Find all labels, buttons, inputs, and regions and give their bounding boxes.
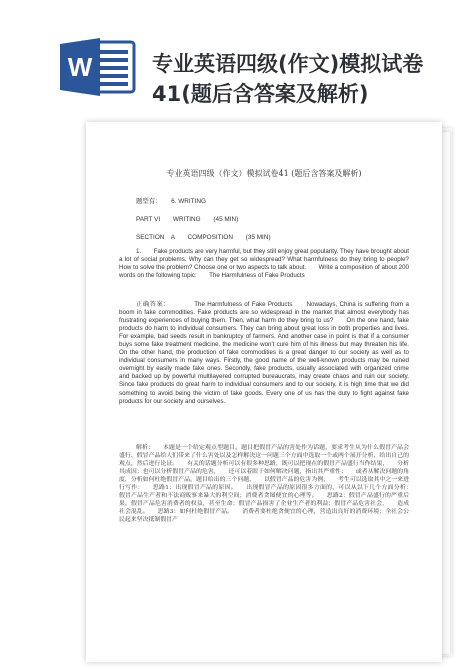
model-answer: 正确答案： The Harmfulness of Fake Products Nowadays, China is suffering from a boom in fake commodities. Fake products are so widespread in the market that almost everybody has frustrating experiences of buying them. Then, what harm do they bring to us? On the one hand, fake products do harm to individual consumers. They can bring about great loss in both properties and lives. For example, bad seeds result in bankruptcy of farmers. And another case in point is that if a consumer buys some fake treatment medicine, the medicine won't cure him of his illness but may threaten his life. On the other hand, the production of fake commodities is a great danger to our society as well as to individual consumers in many ways. Firstly, the good name of the well-known products may be ruined overnight by easily made fake ones. Secondly, fake products, usually associated with organized crime and backed up by powerful multilayered corrupted bureaucrats, may create chaos and ruin our society. Since fake products do great harm to individual consumers and to our society, it is high time that we did something to avoid being the victim of fake goods. Every one of us has the duty to fight against fake products for our society and ourselves. [119, 301, 422, 405]
document-title: 专业英语四级（作文）模拟试卷41 (题后含答案及解析) [166, 169, 362, 178]
word-logo-letter: W [67, 52, 93, 82]
part-heading: PART VI WRITING (45 MIN) [136, 216, 239, 223]
analysis-paragraph: 解析： 本题是一个给定观点型题目。题目把假冒产品的害处作为话题，要求考生从为什么假冒产品会盛行、假冒产品给人们带来了什么害处以及怎样解决这一问题三个方面中选取一个或两个展开分析，给出自己的观点，然后进行论证。 有关的话题分析可以有很多种思路，既可以把现在的假冒产品盛行当作结果， 分析其成因；也可以分析假冒产品的危害， 还可以着眼于如何解决问题，指出其严重性； 或者从解决问题的角度，分析如何杜绝假冒产品。题目给出的三个问题， 以假冒产品的危害为例， 考生可以选取其中之一来进行写作： 思路1：出现假冒产品的原因。 出现假冒产品的原因很多方面的，可以从以下几个方面分析： 假冒产品生产者和不法商贩寥来暴大的利空间；消费者贪图便宜的心理等。 思路2：假冒产品盛行的严重后果。假冒产品危害消费者的权益，甚至生命；假冒产品损害了企业生产者的利益；假冒产品危害社会， 造成社会混乱。 思路3：如何杜绝假冒产品。 消费者要杜绝贪便宜的心理，营造出良好的消费环境；全社会公民起来坚决抵制假冒产 [119, 445, 421, 524]
page-header [0, 0, 474, 118]
question-type-line: 题型有： 6. WRITING [136, 198, 206, 205]
section-heading: SECTION A COMPOSITION (35 MIN) [136, 234, 271, 241]
document-preview-page[interactable] [86, 122, 442, 662]
word-document-icon [60, 38, 138, 96]
page-title: 专业英语四级(作文)模拟试卷41(题后含答案及解析) [152, 52, 424, 106]
writing-prompt: 1. Fake products are very harmful, but they still enjoy great popularity. They have brought about a lot of social problems. Why can they get so widespread? What harmfulness do they bring to people? How to solve the problem? Choose one or two aspects to talk about. Write a composition of about 200 words on the following topic: The Harmfulness of Fake Products [119, 248, 409, 280]
